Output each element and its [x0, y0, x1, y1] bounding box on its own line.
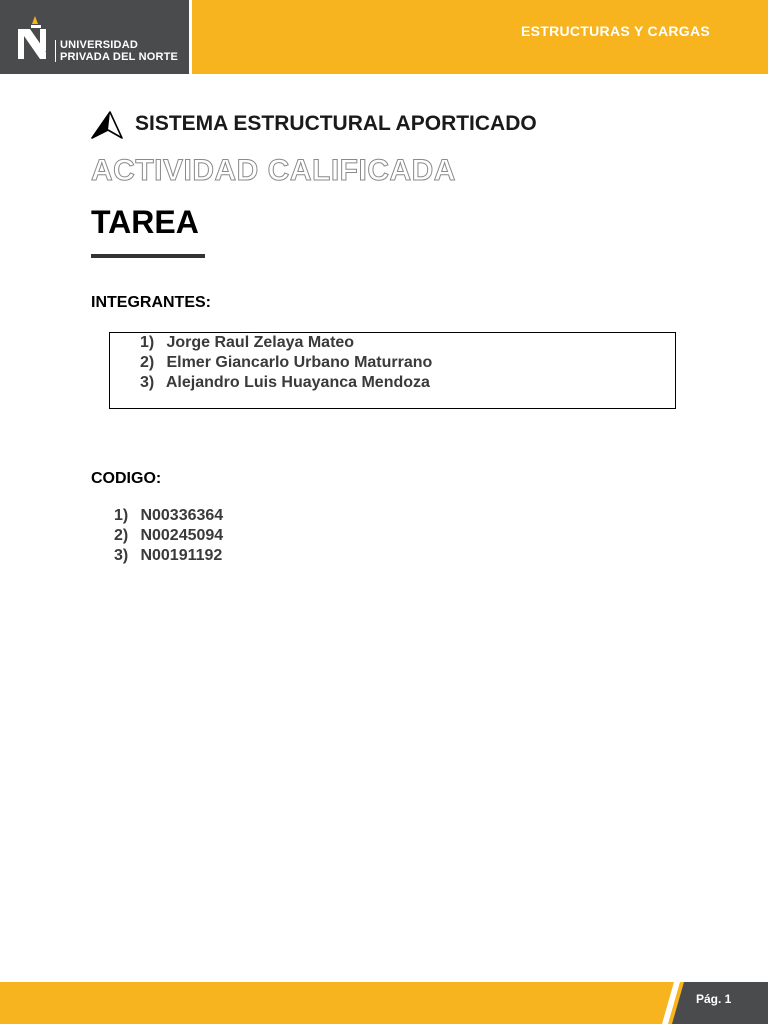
list-item: 2) N00245094 [114, 527, 224, 544]
system-title: SISTEMA ESTRUCTURAL APORTICADO [135, 112, 537, 135]
student-code: N00336364 [140, 507, 224, 524]
codes-label: CODIGO: [91, 470, 162, 487]
members-box [109, 332, 676, 409]
student-code: N00191192 [140, 547, 223, 564]
navigation-arrow-icon [90, 110, 124, 140]
footer-page-tab [0, 982, 768, 1024]
course-title: ESTRUCTURAS Y CARGAS [520, 23, 710, 39]
student-code: N00245094 [140, 527, 224, 544]
codes-list [114, 506, 223, 566]
list-item: 1) N00336364 [114, 507, 224, 524]
member-name: Jorge Raul Zelaya Mateo [166, 334, 355, 351]
logo-wordmark [60, 39, 178, 63]
member-name: Alejandro Luis Huayanca Mendoza [165, 374, 430, 391]
list-item: 3) Alejandro Luis Huayanca Mendoza [140, 374, 430, 391]
list-item: 3) N00191192 [114, 547, 223, 564]
logo-separator [55, 40, 56, 62]
university-logo [0, 0, 189, 74]
list-item: 2) Elmer Giancarlo Urbano Maturrano [140, 354, 433, 371]
page-number: Pág. 1 [696, 992, 732, 1006]
member-name: Elmer Giancarlo Urbano Maturrano [166, 354, 433, 371]
page-footer [0, 982, 768, 1024]
logo-line-2: PRIVADA DEL NORTE [60, 51, 179, 63]
task-title: TAREA [91, 204, 199, 240]
activity-title: ACTIVIDAD CALIFICADA [91, 154, 456, 187]
logo-line-1: UNIVERSIDAD [60, 39, 138, 51]
university-logo-icon [16, 16, 52, 62]
list-item: 1) Jorge Raul Zelaya Mateo [140, 334, 355, 351]
title-underline [91, 254, 205, 258]
page-header [0, 0, 768, 74]
members-label: INTEGRANTES: [91, 294, 211, 311]
members-list [140, 333, 432, 393]
